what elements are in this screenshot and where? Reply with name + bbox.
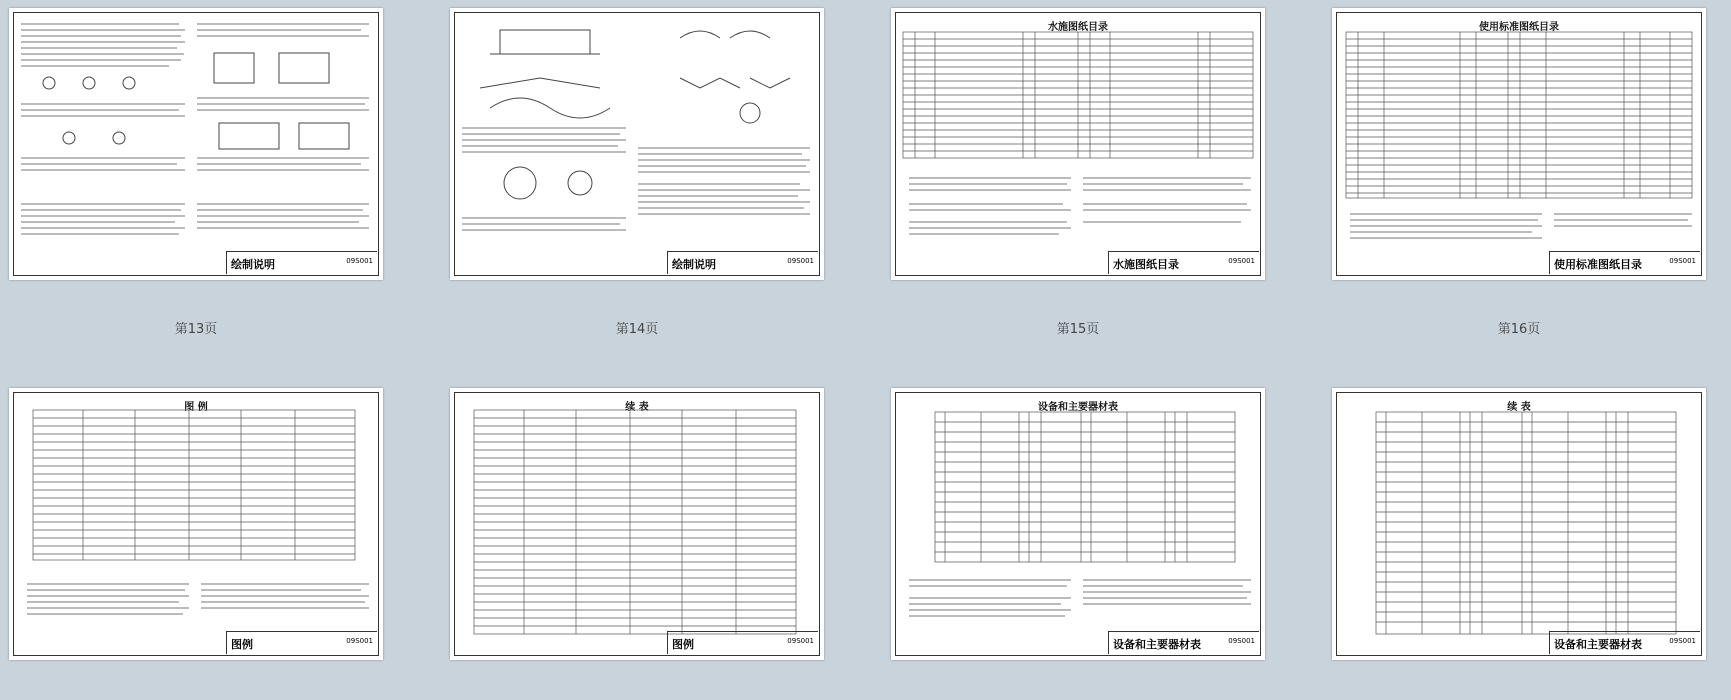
title-block-name: 水施图纸目录 bbox=[1113, 258, 1179, 271]
page-thumbnail-19[interactable] bbox=[882, 380, 1314, 700]
title-block bbox=[1108, 631, 1259, 654]
title-block bbox=[667, 631, 818, 654]
sheet-heading: 续 表 bbox=[625, 402, 649, 413]
page-thumbnail-16[interactable] bbox=[1323, 0, 1731, 337]
page-caption: 第14页 bbox=[615, 322, 659, 337]
sheet-legend-table bbox=[450, 388, 824, 660]
title-block-number: 09S001 bbox=[1228, 637, 1255, 645]
sheet-preview bbox=[9, 8, 383, 280]
sheet-legend-table bbox=[9, 388, 383, 660]
sheet-preview bbox=[891, 8, 1265, 280]
page-caption: 第13页 bbox=[174, 322, 218, 337]
sheet-heading: 使用标准图纸目录 bbox=[1479, 22, 1559, 33]
page-thumbnail-15[interactable] bbox=[882, 0, 1314, 337]
title-block bbox=[1549, 251, 1700, 274]
sheet-heading: 图 例 bbox=[184, 402, 208, 413]
sheet-preview bbox=[891, 388, 1265, 660]
title-block-name: 设备和主要器材表 bbox=[1113, 638, 1201, 651]
page-thumbnail-14[interactable] bbox=[441, 0, 873, 337]
title-block-number: 09S001 bbox=[1228, 257, 1255, 265]
title-block bbox=[1549, 631, 1700, 654]
title-block-name: 图例 bbox=[231, 638, 253, 651]
sheet-preview bbox=[450, 8, 824, 280]
sheet-preview bbox=[450, 388, 824, 660]
page-caption: 第16页 bbox=[1497, 322, 1541, 337]
sheet-heading: 续 表 bbox=[1507, 402, 1531, 413]
sheet-preview bbox=[1332, 8, 1706, 280]
title-block bbox=[226, 251, 377, 274]
sheet-preview bbox=[9, 388, 383, 660]
page-thumbnail-18[interactable] bbox=[441, 380, 873, 700]
page-thumbnail-13[interactable] bbox=[0, 0, 432, 337]
sheet-table bbox=[891, 8, 1265, 280]
title-block-number: 09S001 bbox=[787, 637, 814, 645]
title-block-name: 设备和主要器材表 bbox=[1554, 638, 1642, 651]
title-block bbox=[1108, 251, 1259, 274]
title-block-number: 09S001 bbox=[1669, 257, 1696, 265]
sheet-equipment-table bbox=[891, 388, 1265, 660]
title-block-number: 09S001 bbox=[787, 257, 814, 265]
page-thumbnail-20[interactable] bbox=[1323, 380, 1731, 700]
sheet-text-lines bbox=[9, 8, 383, 280]
sheet-heading: 水施图纸目录 bbox=[1048, 22, 1108, 33]
title-block-number: 09S001 bbox=[1669, 637, 1696, 645]
page-caption: 第15页 bbox=[1056, 322, 1100, 337]
title-block bbox=[226, 631, 377, 654]
title-block-name: 图例 bbox=[672, 638, 694, 651]
title-block-number: 09S001 bbox=[346, 637, 373, 645]
sheet-equipment-table bbox=[1332, 388, 1706, 660]
title-block-name: 使用标准图纸目录 bbox=[1554, 258, 1642, 271]
sheet-preview bbox=[1332, 388, 1706, 660]
sheet-heading: 设备和主要器材表 bbox=[1038, 402, 1118, 413]
title-block-number: 09S001 bbox=[346, 257, 373, 265]
title-block bbox=[667, 251, 818, 274]
title-block-name: 绘制说明 bbox=[231, 258, 275, 271]
sheet-table bbox=[1332, 8, 1706, 280]
title-block-name: 绘制说明 bbox=[672, 258, 716, 271]
sheet-figures bbox=[450, 8, 824, 280]
page-thumbnail-17[interactable] bbox=[0, 380, 432, 700]
